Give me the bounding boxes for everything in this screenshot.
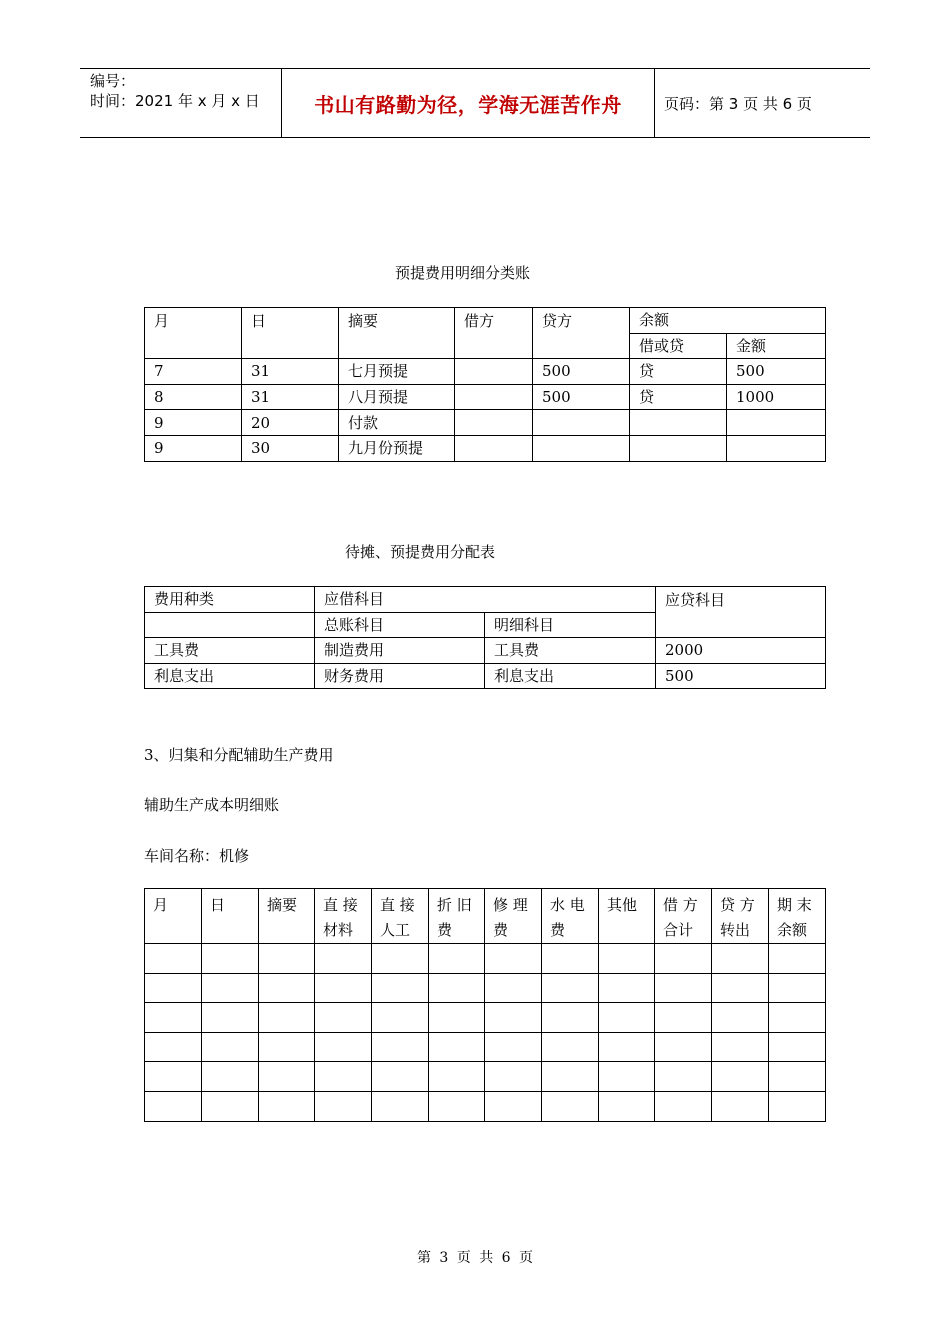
cell-credit: 500 (656, 663, 826, 689)
cell (485, 1003, 542, 1033)
cell (429, 1062, 485, 1092)
header-divider (654, 69, 655, 137)
cell-day: 20 (242, 410, 339, 436)
cell (655, 1032, 712, 1062)
cell (202, 1091, 259, 1121)
workshop-name: 车间名称：机修 (144, 847, 250, 865)
table-row (145, 944, 826, 974)
cell (599, 944, 655, 974)
cell (542, 973, 599, 1003)
cell-month: 8 (145, 384, 242, 410)
cell (372, 1003, 429, 1033)
header-summary: 摘要 (339, 308, 455, 359)
cell (712, 1032, 769, 1062)
cell (259, 1003, 315, 1033)
header-expense-type: 费用种类 (145, 587, 315, 613)
page-header (80, 68, 870, 138)
cell-dir (630, 435, 727, 461)
cell-day: 31 (242, 384, 339, 410)
cell (145, 1032, 202, 1062)
cell (485, 944, 542, 974)
header-debit-subject: 应借科目 (315, 587, 656, 613)
cell-credit: 2000 (656, 638, 826, 664)
header-day: 日 (242, 308, 339, 359)
cell (769, 1032, 826, 1062)
header-direct-labor: 直 接 人工 (372, 889, 429, 944)
cell (712, 1003, 769, 1033)
cell-credit (533, 410, 630, 436)
cell (769, 1003, 826, 1033)
cell-debit (455, 359, 533, 385)
cell (202, 1062, 259, 1092)
cell (599, 1003, 655, 1033)
cell (655, 1062, 712, 1092)
header-other: 其他 (599, 889, 655, 944)
header-utilities: 水 电 费 (542, 889, 599, 944)
cell-summary: 付款 (339, 410, 455, 436)
header-empty (145, 612, 315, 638)
cell-type: 工具费 (145, 638, 315, 664)
cell (599, 1091, 655, 1121)
cell (712, 973, 769, 1003)
header-credit: 贷方 (533, 308, 630, 359)
cell (145, 944, 202, 974)
cell (769, 944, 826, 974)
cell (372, 1091, 429, 1121)
cell (655, 1091, 712, 1121)
header-debit: 借方 (455, 308, 533, 359)
table-row (145, 359, 826, 385)
cell-detail: 利息支出 (485, 663, 656, 689)
cell (769, 1062, 826, 1092)
cell (485, 1091, 542, 1121)
cell (202, 973, 259, 1003)
cell (315, 1062, 372, 1092)
cell-summary: 七月预提 (339, 359, 455, 385)
cell-amount: 1000 (727, 384, 826, 410)
cell (315, 1091, 372, 1121)
cell (259, 973, 315, 1003)
table-row (145, 663, 826, 689)
page-footer: 第 3 页 共 6 页 (416, 1250, 534, 1266)
cell (712, 1062, 769, 1092)
cell (372, 1062, 429, 1092)
table-row (145, 1062, 826, 1092)
header-debit-total: 借 方 合计 (655, 889, 712, 944)
cell (259, 1032, 315, 1062)
cell (429, 973, 485, 1003)
section-subheading: 辅助生产成本明细账 (144, 796, 280, 814)
header-general-ledger: 总账科目 (315, 612, 485, 638)
code-label: 编号： (90, 72, 136, 90)
cell (202, 1032, 259, 1062)
cell (655, 944, 712, 974)
cell (202, 1003, 259, 1033)
cell-month: 9 (145, 435, 242, 461)
cell (372, 944, 429, 974)
table-row (145, 384, 826, 410)
cell-amount (727, 410, 826, 436)
table2-title: 待摊、预提费用分配表 (344, 543, 495, 561)
cell (542, 1003, 599, 1033)
cell-summary: 九月份预提 (339, 435, 455, 461)
table-row (145, 973, 826, 1003)
cell-credit: 500 (533, 359, 630, 385)
header-balance: 余额 (630, 308, 826, 334)
cell (429, 1091, 485, 1121)
cell-day: 30 (242, 435, 339, 461)
cell (145, 1003, 202, 1033)
header-direct-material: 直 接 材料 (315, 889, 372, 944)
header-page-info: 页码：第 3 页 共 6 页 (664, 95, 812, 113)
table-row (145, 435, 826, 461)
header-meta (90, 71, 280, 111)
cell (542, 944, 599, 974)
cell (712, 1091, 769, 1121)
cell-type: 利息支出 (145, 663, 315, 689)
cell-dir (630, 410, 727, 436)
cell-day: 31 (242, 359, 339, 385)
cell (769, 973, 826, 1003)
table1-title: 预提费用明细分类账 (394, 264, 530, 282)
table-row (145, 638, 826, 664)
table-row (145, 1091, 826, 1121)
cell (485, 1062, 542, 1092)
table-row (145, 1003, 826, 1033)
cell-amount: 500 (727, 359, 826, 385)
cell (712, 944, 769, 974)
header-motto: 书山有路勤为径，学海无涯苦作舟 (314, 93, 622, 117)
allocation-table (144, 586, 826, 689)
auxiliary-production-ledger-table (144, 888, 826, 1122)
cell (202, 944, 259, 974)
cell-debit (455, 435, 533, 461)
header-detail-subject: 明细科目 (485, 612, 656, 638)
cell (315, 944, 372, 974)
cell-debit (455, 410, 533, 436)
cell (599, 1062, 655, 1092)
cell (769, 1091, 826, 1121)
cell-summary: 八月预提 (339, 384, 455, 410)
accrued-expense-ledger-table (144, 307, 826, 462)
cell-dir: 贷 (630, 359, 727, 385)
cell-credit (533, 435, 630, 461)
cell (145, 1062, 202, 1092)
cell-amount (727, 435, 826, 461)
cell-detail: 工具费 (485, 638, 656, 664)
time-label: 时间：2021 年 x 月 x 日 (90, 92, 260, 110)
cell-general: 财务费用 (315, 663, 485, 689)
header-depreciation: 折 旧 费 (429, 889, 485, 944)
header-month: 月 (145, 308, 242, 359)
header-repair: 修 理 费 (485, 889, 542, 944)
table-row (145, 1032, 826, 1062)
table-row (145, 410, 826, 436)
cell (429, 1032, 485, 1062)
header-debit-or-credit: 借或贷 (630, 333, 727, 359)
cell (542, 1062, 599, 1092)
cell (372, 1032, 429, 1062)
cell-general: 制造费用 (315, 638, 485, 664)
cell-debit (455, 384, 533, 410)
cell (315, 1003, 372, 1033)
header-day: 日 (202, 889, 259, 944)
cell (259, 1091, 315, 1121)
cell-month: 9 (145, 410, 242, 436)
header-credit-transfer: 贷 方 转出 (712, 889, 769, 944)
cell (315, 973, 372, 1003)
cell (259, 1062, 315, 1092)
cell (259, 944, 315, 974)
cell (145, 1091, 202, 1121)
cell-dir: 贷 (630, 384, 727, 410)
cell (655, 1003, 712, 1033)
section-heading: 3、归集和分配辅助生产费用 (144, 746, 334, 764)
cell (655, 973, 712, 1003)
cell-month: 7 (145, 359, 242, 385)
header-summary: 摘要 (259, 889, 315, 944)
cell (542, 1091, 599, 1121)
cell (599, 973, 655, 1003)
cell-credit: 500 (533, 384, 630, 410)
cell (429, 1003, 485, 1033)
header-month: 月 (145, 889, 202, 944)
cell (485, 973, 542, 1003)
cell (542, 1032, 599, 1062)
header-credit-subject: 应贷科目 (656, 587, 826, 638)
cell (599, 1032, 655, 1062)
cell (485, 1032, 542, 1062)
cell (315, 1032, 372, 1062)
cell (429, 944, 485, 974)
cell (145, 973, 202, 1003)
cell (372, 973, 429, 1003)
header-ending-balance: 期 末 余额 (769, 889, 826, 944)
header-amount: 金额 (727, 333, 826, 359)
